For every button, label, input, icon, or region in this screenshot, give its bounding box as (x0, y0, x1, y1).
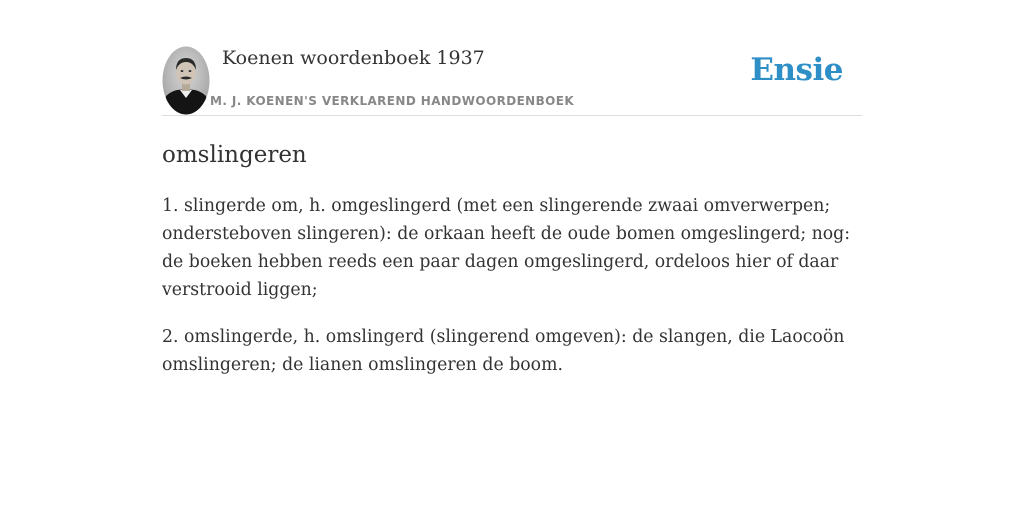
book-title: Koenen woordenboek 1937 (222, 47, 485, 69)
ensie-logo-link[interactable]: Ensie (750, 52, 843, 88)
definitions (162, 192, 862, 398)
author-portrait-icon (162, 46, 210, 115)
dictionary-card (162, 46, 862, 116)
definition-item: 1. slingerde om, h. omgeslingerd (met een slingerende zwaai omverwerpen; ondersteboven slingeren): de orkaan heeft de oude bomen omgeslingerd; nog: de boeken hebben reeds een paar dagen omgeslingerd, ordeloos hier of daar verstrooid liggen; (162, 196, 851, 300)
book-subtitle: M. J. KOENEN'S VERKLAREND HANDWOORDENBOEK (210, 94, 575, 108)
definition-item: 2. omslingerde, h. omslingerd (slingerend omgeven): de slangen, die Laocoön omslingeren; de lianen omslingeren de boom. (162, 327, 845, 375)
dictionary-header (162, 46, 862, 116)
headword: omslingeren (162, 142, 307, 168)
